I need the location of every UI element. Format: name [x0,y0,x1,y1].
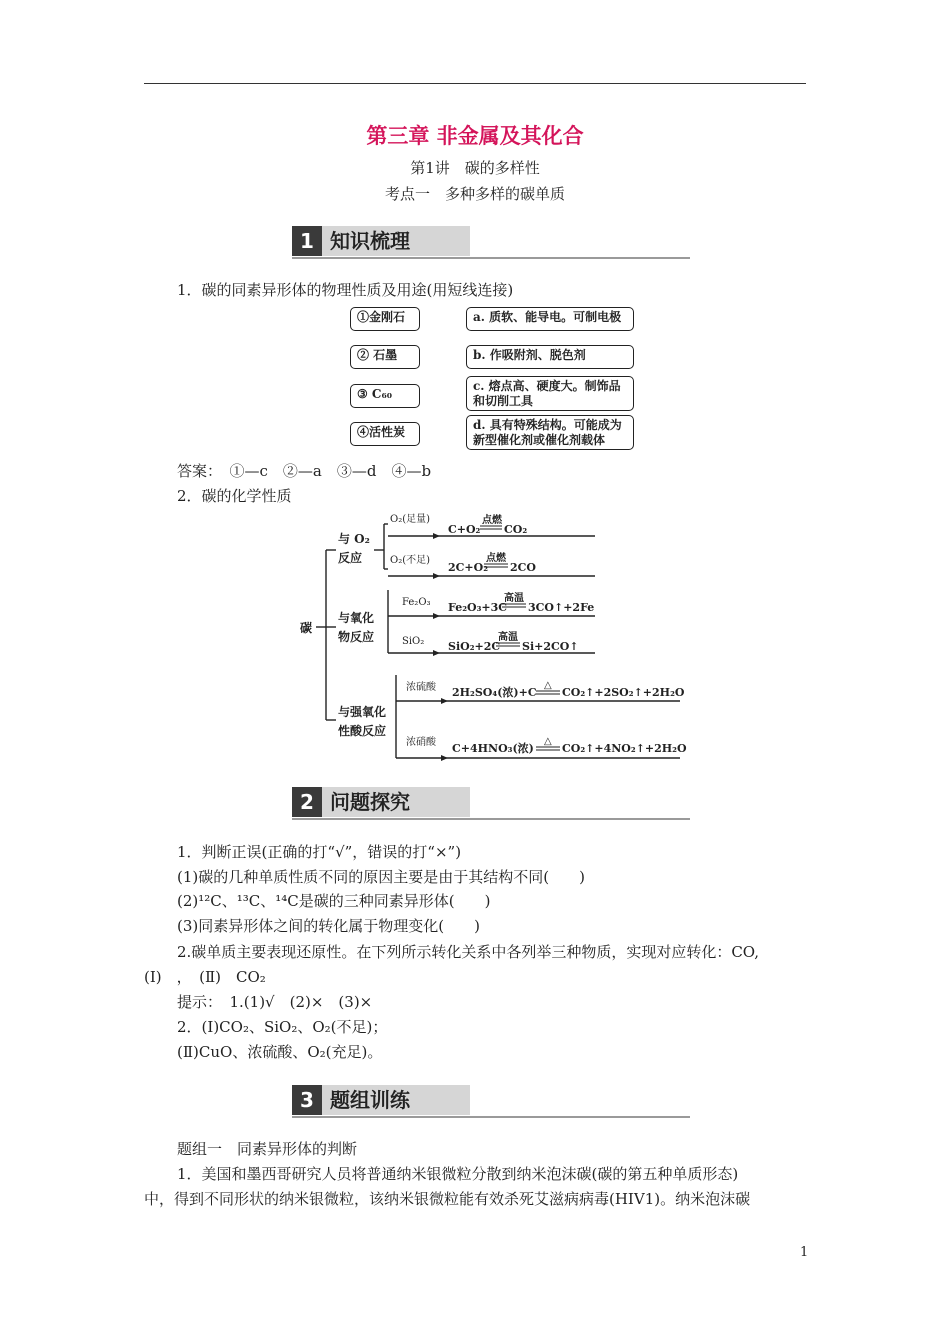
diagram-root: 碳 [300,621,313,635]
equation-left: 2C+O₂ [448,561,489,574]
section-number: 2 [292,787,322,817]
section-header-knowledge [292,225,690,259]
allotrope-box-activated-carbon: ④活性炭 [350,422,420,446]
group-label: 与强氧化 [338,705,387,719]
header-rule [144,83,806,84]
page-number: 1 [800,1245,809,1260]
section-rule [292,257,690,259]
property-box-a: a. 质软、能导电。可制电极 [466,307,634,331]
explore-hint: 提示： 1.(1)√ (2)× (3)× [177,993,373,1011]
training-group-title: 题组一 同素异形体的判断 [177,1140,358,1158]
knowledge-q2: 2．碳的化学性质 [177,487,292,505]
section-label: 知识梳理 [322,226,470,256]
group-label: 性酸反应 [338,724,387,738]
equation-left: C+O₂ [448,523,481,536]
branch-condition: SiO₂ [402,636,425,647]
equation-condition: △ [544,736,552,747]
explore-line: (1)碳的几种单质性质不同的原因主要是由于其结构不同( ) [177,868,585,886]
topic-title: 考点一 多种多样的碳单质 [384,185,565,203]
training-line: 1．美国和墨西哥研究人员将普通纳米银微粒分散到纳米泡沫碳(碳的第五种单质形态) [177,1165,739,1183]
equation-condition: 高温 [498,632,518,643]
explore-line: (Ⅰ) ， (Ⅱ) CO₂ [144,968,266,986]
equation-left: SiO₂+2C [448,640,501,653]
equation-right: Si+2CO↑ [522,640,579,653]
allotrope-box-diamond: ①金刚石 [350,307,420,331]
equation-condition: 高温 [504,593,524,604]
equation-left: 2H₂SO₄(浓)+C [452,686,537,699]
chapter-title: 第三章 非金属及其化合 [366,124,584,148]
equation-left: Fe₂O₃+3C [448,601,508,614]
equation-left: C+4HNO₃(浓) [452,742,534,755]
lecture-title: 第1讲 碳的多样性 [410,159,540,177]
equation-right: 3CO↑+2Fe [528,601,595,614]
property-box-c: c. 熔点高、硬度大。制饰品和切削工具 [466,376,634,411]
section-label: 题组训练 [322,1085,470,1115]
carbon-reaction-diagram [290,505,690,765]
property-box-b: b. 作吸附剂、脱色剂 [466,345,634,369]
knowledge-q1: 1．碳的同素异形体的物理性质及用途(用短线连接) [177,281,514,299]
equation-right: 2CO [510,561,536,574]
equation-right: CO₂↑+2SO₂↑+2H₂O [562,686,685,699]
branch-condition: 浓硝酸 [406,737,436,748]
explore-line: 1．判断正误(正确的打“√”，错误的打“×”) [177,843,462,861]
equation-condition: 点燃 [482,515,502,526]
group-label: 物反应 [338,630,375,644]
equation-condition: △ [544,680,552,691]
group-label: 反应 [338,551,363,565]
section-rule [292,1116,690,1118]
knowledge-answer: 答案： ①—c ②—a ③—d ④—b [177,462,432,480]
group-label: 与 O₂ [338,532,370,546]
allotrope-box-c60: ③ C₆₀ [350,384,420,408]
section-rule [292,818,690,820]
section-number: 1 [292,226,322,256]
group-label: 与氧化 [338,611,375,625]
explore-line: (2)¹²C、¹³C、¹⁴C是碳的三种同素异形体( ) [177,892,491,910]
branch-condition: O₂(足量) [390,514,431,525]
equation-right: CO₂↑+4NO₂↑+2H₂O [562,742,687,755]
equation-condition: 点燃 [486,553,506,564]
property-box-d: d. 具有特殊结构。可能成为新型催化剂或催化剂载体 [466,415,634,450]
section-header-explore [292,786,690,820]
explore-line: (3)同素异形体之间的转化属于物理变化( ) [177,917,480,935]
explore-line: 2.碳单质主要表现还原性。在下列所示转化关系中各列举三种物质，实现对应转化：CO, [177,943,759,961]
branch-condition: 浓硫酸 [406,682,436,693]
training-line: 中，得到不同形状的纳米银微粒，该纳米银微粒能有效杀死艾滋病病毒(HIV1)。纳米泡沫碳 [144,1190,751,1208]
section-number: 3 [292,1085,322,1115]
allotrope-box-graphite: ② 石墨 [350,345,420,369]
equation-right: CO₂ [504,523,528,536]
explore-hint: 2．(Ⅰ)CO₂、SiO₂、O₂(不足)； [177,1018,388,1036]
branch-condition: Fe₂O₃ [402,597,431,608]
section-label: 问题探究 [322,787,470,817]
explore-hint: (Ⅱ)CuO、浓硫酸、O₂(充足)。 [177,1043,383,1061]
section-header-training [292,1084,690,1118]
branch-condition: O₂(不足) [390,555,431,566]
